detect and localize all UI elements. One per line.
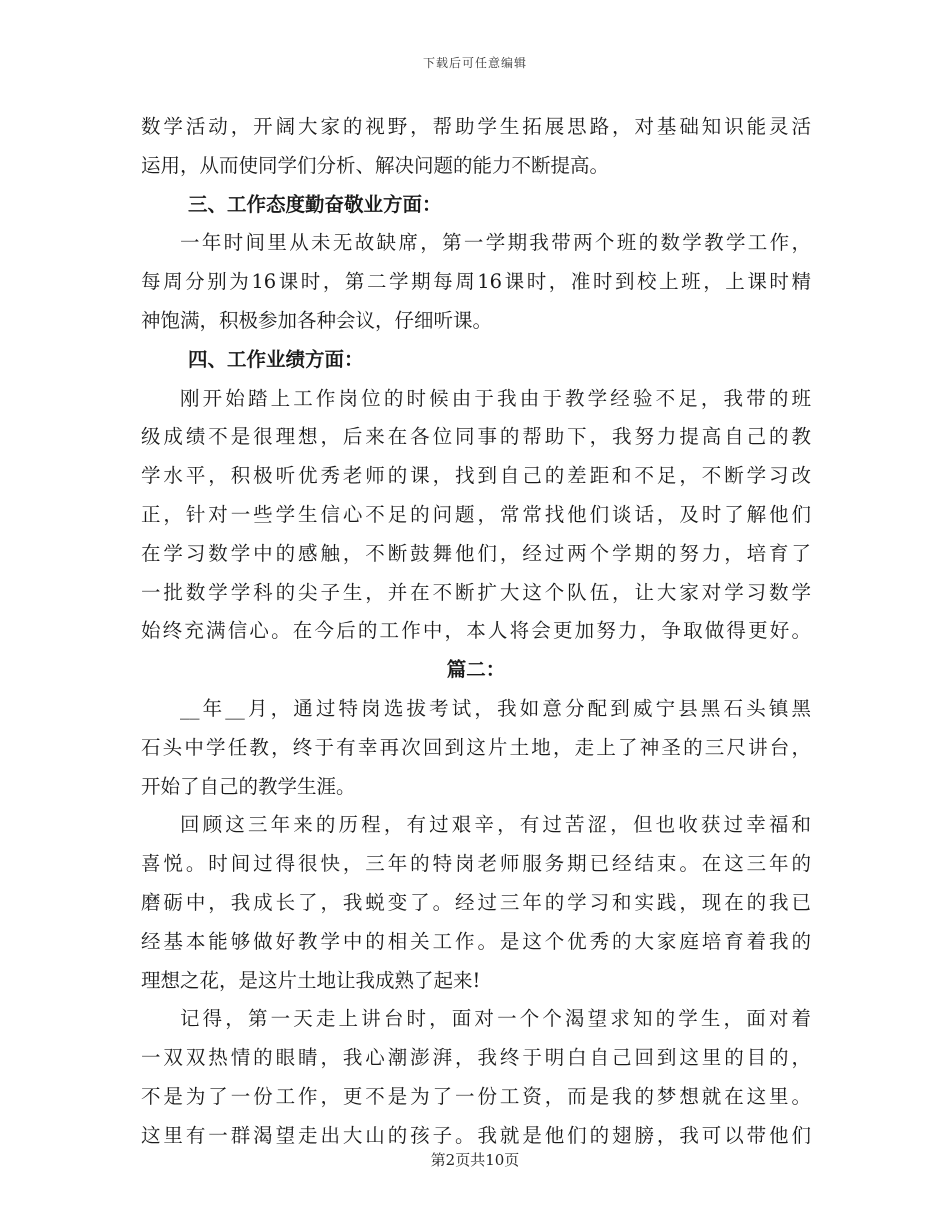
body-line: 学水平，积极听优秀老师的课，找到自己的差距和不足，不断学习改 <box>141 464 811 488</box>
page-number-footer: 第2页共10页 <box>430 1151 520 1169</box>
body-line: 理想之花，是这片土地让我成熟了起来! <box>141 968 481 992</box>
body-line: 神饱满，积极参加各种会议，仔细听课。 <box>141 308 493 332</box>
body-line: 回顾这三年来的历程，有过艰辛，有过苦涩，但也收获过幸福和 <box>180 813 811 837</box>
section-heading-work-attitude: 三、工作态度勤奋敬业方面： <box>188 192 442 216</box>
body-line: 刚开始踏上工作岗位的时候由于我由于教学经验不足，我带的班 <box>180 386 811 410</box>
body-line: 喜悦。时间过得很快，三年的特岗老师服务期已经结束。在这三年的 <box>141 852 811 876</box>
body-line: 记得，第一天走上讲台时，面对一个个渴望求知的学生，面对着 <box>180 1007 811 1031</box>
body-line: 一批数学学科的尖子生，并在不断扩大这个队伍，让大家对学习数学 <box>141 580 811 604</box>
body-line: 开始了自己的教学生涯。 <box>141 774 356 798</box>
body-line: 一年时间里从未无故缺席，第一学期我带两个班的数学教学工作， <box>180 231 811 255</box>
body-line: __年__月，通过特岗选拔考试，我如意分配到威宁县黑石头镇黑 <box>180 696 811 720</box>
document-body <box>141 108 811 1156</box>
body-line: 级成绩不是很理想，后来在各位同事的帮助下，我努力提高自己的教 <box>141 425 811 449</box>
body-line: 一双双热情的眼睛，我心潮澎湃，我终于明白自己回到这里的目的， <box>141 1046 811 1070</box>
body-line: 不是为了一份工作，更不是为了一份工资，而是我的梦想就在这里。 <box>141 1084 811 1108</box>
body-line: 正，针对一些学生信心不足的问题，常常找他们谈话，及时了解他们 <box>141 502 811 526</box>
body-line: 始终充满信心。在今后的工作中，本人将会更加努力，争取做得更好。 <box>141 619 811 643</box>
body-line: 石头中学任教，终于有幸再次回到这片土地，走上了神圣的三尺讲台， <box>141 735 811 759</box>
body-line: 经基本能够做好教学中的相关工作。是这个优秀的大家庭培育着我的 <box>141 929 811 953</box>
page-header-note: 下载后可任意编辑 <box>422 56 527 70</box>
body-line: 在学习数学中的感触，不断鼓舞他们，经过两个学期的努力，培育了 <box>141 541 811 565</box>
body-line: 这里有一群渴望走出大山的孩子。我就是他们的翅膀，我可以带他们 <box>141 1123 811 1147</box>
body-line: 数学活动，开阔大家的视野，帮助学生拓展思路，对基础知识能灵活 <box>141 115 811 138</box>
section-heading-work-performance: 四、工作业绩方面： <box>188 347 364 371</box>
section-heading-part-two: 篇二： <box>446 658 506 682</box>
body-line: 每周分别为16课时，第二学期每周16课时，准时到校上班，上课时精 <box>141 270 811 294</box>
body-line: 磨砺中，我成长了，我蜕变了。经过三年的学习和实践，现在的我已 <box>141 890 811 914</box>
body-line: 运用，从而使同学们分析、解决问题的能力不断提高。 <box>141 153 610 177</box>
